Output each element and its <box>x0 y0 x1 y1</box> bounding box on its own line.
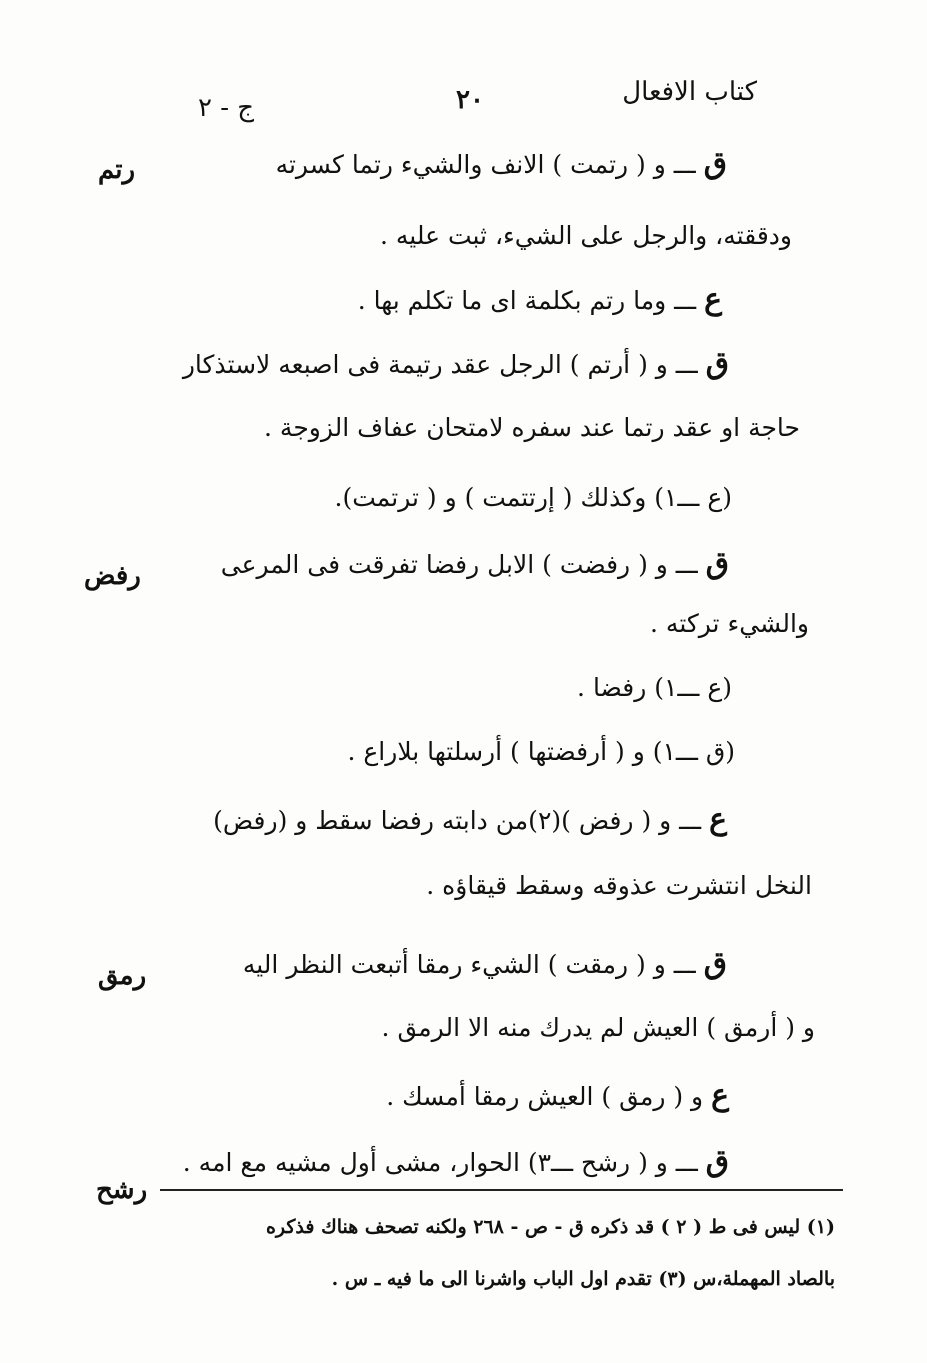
entry-text: ـــ و ( رفض )(٢)من دابته رفضا سقط و (رفض) <box>213 806 702 835</box>
entry-line: (ق ـــ١) و ( أرفضتها ) أرسلتها بلاراع . <box>347 737 735 766</box>
entry-line <box>243 944 727 984</box>
entry-line: (ع ـــ١) وكذلك ( إرتتمت ) و ( ترتمت). <box>334 483 732 512</box>
footnote-line: (١) ليس فى ط ( ٢ ) قد ذكره ق - ص - ٢٦٨ ولكنه تصحف هناك فذكره <box>265 1216 835 1238</box>
source-mark: ق <box>705 1144 729 1179</box>
entry-text: ـــ و ( رمقت ) الشيء رمقا أتبعت النظر اليه <box>242 950 696 979</box>
entry-line: والشيء تركته . <box>650 609 809 638</box>
entry-line <box>183 1142 729 1182</box>
entry-text: ـــ و ( أرتم ) الرجل عقد رتيمة فى اصبعه لاستذكار <box>182 350 698 379</box>
source-mark: ق <box>703 946 727 981</box>
source-mark: ع <box>704 282 722 317</box>
entry-line: حاجة او عقد رتما عند سفره لامتحان عفاف الزوجة . <box>264 413 800 442</box>
entry-text: و ( رمق ) العيش رمقا أمسك . <box>386 1082 704 1111</box>
side-word-rafad: رفض <box>84 561 141 591</box>
entry-line <box>221 544 729 584</box>
entry-line <box>386 1076 729 1116</box>
page-number: ٢٠ <box>456 85 484 115</box>
entry-line <box>183 344 729 384</box>
source-mark: ع <box>711 1078 729 1113</box>
footnote-line: بالصاد المهملة،س (٣) تقدم اول الباب واشرنا الى ما فيه ـ س . <box>331 1268 835 1290</box>
entry-text: ـــ و ( رتمت ) الانف والشيء رتما كسرته <box>275 150 696 179</box>
entry-line <box>276 144 727 184</box>
source-mark: ع <box>709 802 727 837</box>
source-mark: ق <box>705 546 729 581</box>
source-mark: ق <box>705 346 729 381</box>
entry-line <box>358 280 722 320</box>
side-word-ratam: رتم <box>98 155 136 185</box>
entry-line <box>213 800 727 840</box>
volume-label: ج - ٢ <box>198 93 255 123</box>
entry-text: ـــ وما رتم بكلمة اى ما تكلم بها . <box>357 286 697 315</box>
entry-line: (ع ـــ١) رفضا . <box>577 673 732 702</box>
side-word-ramaq: رمق <box>98 961 147 991</box>
entry-text: ـــ و ( رشح ـــ٣) الحوار، مشى أول مشيه مع امه . <box>182 1148 698 1177</box>
entry-line: و ( أرمق ) العيش لم يدرك منه الا الرمق . <box>381 1013 815 1042</box>
entry-line: النخل انتشرت عذوقه وسقط قيقاؤه . <box>426 871 812 900</box>
source-mark: ق <box>703 146 727 181</box>
entry-text: ـــ و ( رفضت ) الابل رفضا تفرقت فى المرعى <box>220 550 698 579</box>
footnote-divider <box>160 1189 843 1191</box>
book-title: كتاب الافعال <box>622 77 757 107</box>
side-word-rashah: رشح <box>96 1175 148 1205</box>
entry-line: ودققته، والرجل على الشيء، ثبت عليه . <box>379 221 792 250</box>
